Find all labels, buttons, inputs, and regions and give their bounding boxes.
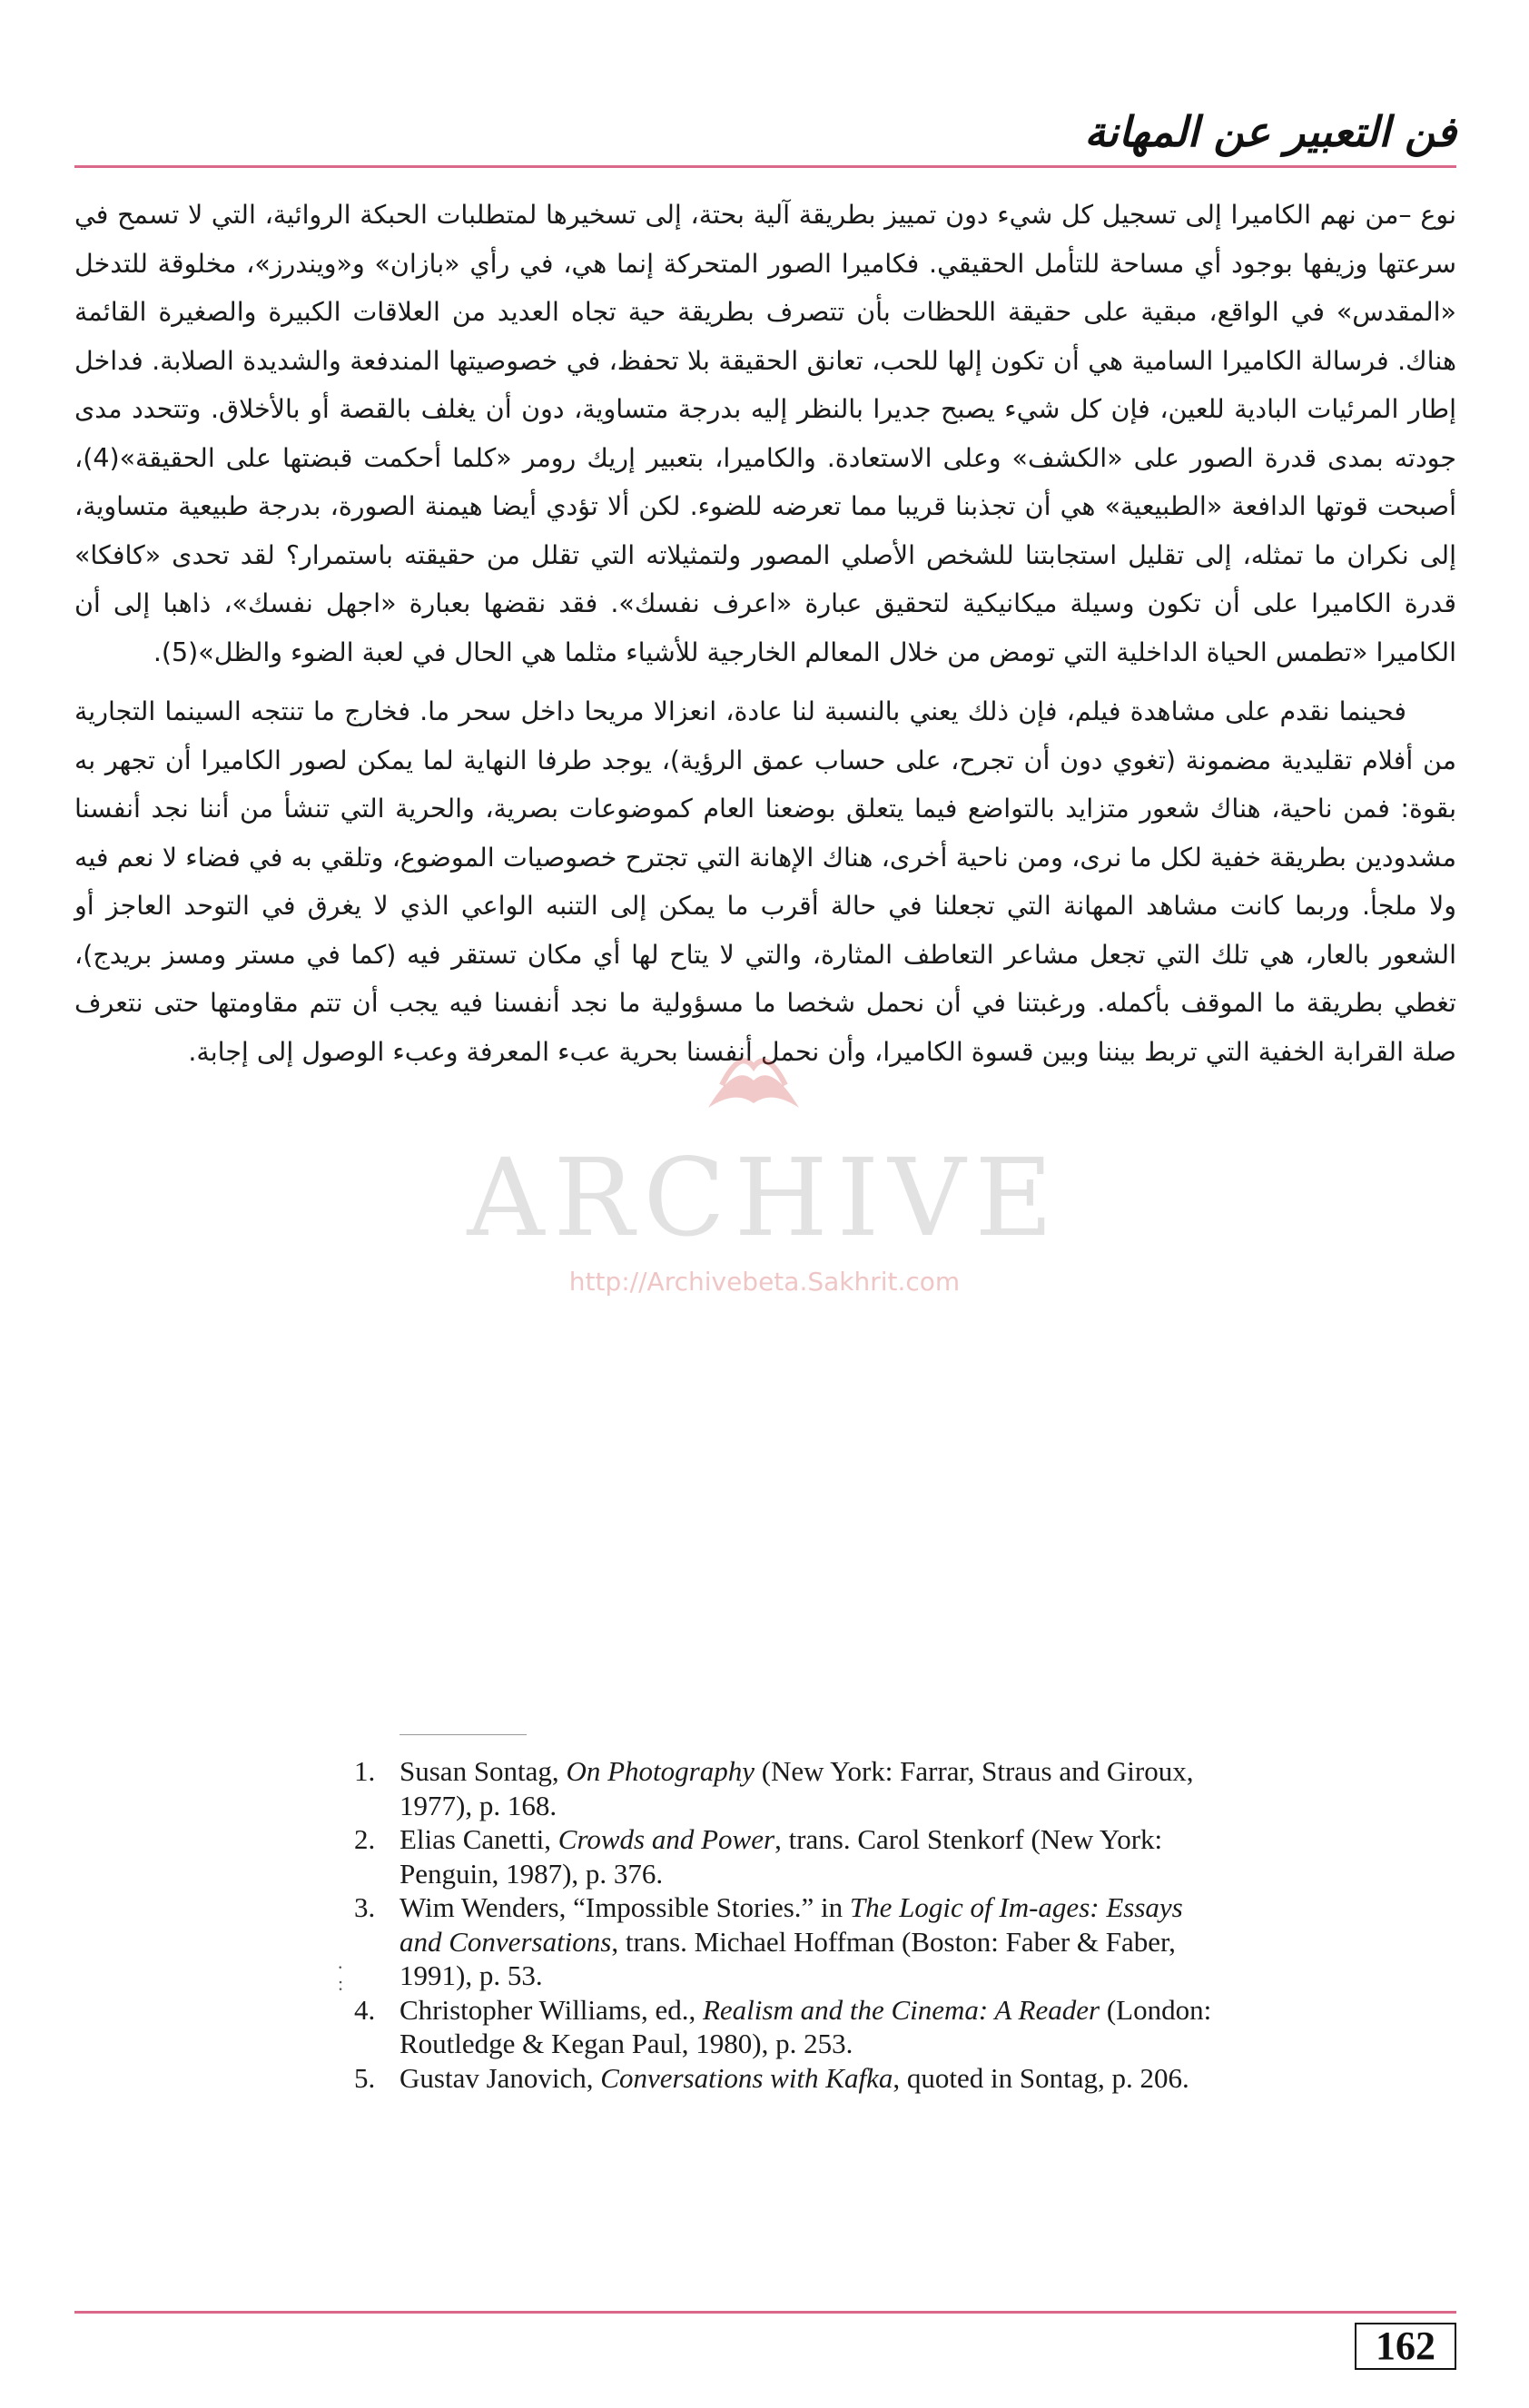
endnote-publication: , quoted in Sontag, p. 206. xyxy=(893,2061,1189,2094)
endnote-title: Conversations with Kafka xyxy=(600,2061,893,2094)
endnote-publication: (New York: Farrar, Straus and Giroux, 1977), p. 168. xyxy=(400,1755,1194,1821)
endnotes-list xyxy=(354,1754,1226,2095)
margin-mark: : xyxy=(338,1972,344,1995)
page-number: 162 xyxy=(1355,2323,1456,2370)
endnote-item xyxy=(354,1822,1226,1890)
endnote-title: Crowds and Power xyxy=(557,1823,775,1855)
endnote-item xyxy=(354,1993,1226,2061)
endnote-number: 2. xyxy=(354,1823,376,1855)
footnote-separator xyxy=(400,1734,527,1735)
archive-watermark xyxy=(0,1044,1529,1344)
endnote-publication: (London: Routledge & Kegan Paul, 1980), p. 253. xyxy=(400,1993,1212,2059)
main-body-text xyxy=(74,191,1456,1076)
running-header-title: فن التعبير عن المهانة xyxy=(1084,107,1456,156)
endnote-publication: , trans. Michael Hoffman (Boston: Faber & Faber, 1991), p. 53. xyxy=(400,1925,1176,1991)
endnote-publication: , trans. Carol Stenkorf (New York: Penguin, 1987), p. 376. xyxy=(400,1823,1163,1890)
endnote-number: 3. xyxy=(354,1891,376,1923)
endnote-title: Realism and the Cinema: A Reader xyxy=(702,1993,1100,2026)
endnote-author: Wim Wenders, “Impossible Stories.” in xyxy=(400,1891,850,1923)
endnote-author: Gustav Janovich, xyxy=(400,2061,601,2094)
endnote-author: Susan Sontag, xyxy=(400,1755,567,1787)
watermark-url: http://Archivebeta.Sakhrit.com xyxy=(568,1267,961,1297)
endnote-title: On Photography xyxy=(566,1755,755,1787)
endnote-number: 5. xyxy=(354,2061,376,2094)
endnote-number: 4. xyxy=(354,1993,376,2026)
endnote-item xyxy=(354,1754,1226,1822)
footer-divider xyxy=(74,2311,1456,2314)
endnote-title: The Logic of Im-ages: Essays and Conversations xyxy=(400,1891,1183,1958)
endnote-number: 1. xyxy=(354,1755,376,1787)
endnote-author: Elias Canetti, xyxy=(400,1823,558,1855)
endnote-author: Christopher Williams, ed., xyxy=(400,1993,703,2026)
body-paragraph: نوع –من نهم الكاميرا إلى تسجيل كل شيء دون تمييز بطريقة آلية بحتة، إلى تسخيرها لمتطلبات الحبكة الروائية، التي لا تسمح في سرعتها وزيفها بوجود أي مساحة للتأمل الحقيقي. فكاميرا الصور المتحركة إنما هي، في رأي «بازان» و«ويندرز»، مخلوقة للتدخل «المقدس» في الواقع، مبقية على حقيقة اللحظات بأن تتصرف بطريقة حية تجاه العديد من العلاقات الكبيرة والصغيرة القائمة هناك. فرسالة الكاميرا السامية هي أن تكون إلها للحب، تعانق الحقيقة بلا تحفظ، في خصوصيتها المندفعة والشديدة الصلابة. فداخل إطار المرئيات البادية للعين، فإن كل شيء يصبح جديرا بالنظر إليه بدرجة متساوية، دون أن يغلف بالقصة أو بالأخلاق. وتتحدد مدى جودته بمدى قدرة الصور على «الكشف» وعلى الاستعادة. والكاميرا، بتعبير إريك رومر «كلما أحكمت قبضتها على الحقيقة»(4)، أصبحت قوتها الدافعة «الطبيعية» هي أن تجذبنا قريبا مما تعرضه للضوء. لكن ألا تؤدي أيضا هيمنة الصورة، بدرجة طبيعية متساوية، إلى نكران ما تمثله، إلى تقليل استجابتنا للشخص الأصلي المصور ولتمثيلاته التي تقلل من حقيقته باستمرار؟ لقد تحدى «كافكا» قدرة الكاميرا على أن تكون وسيلة ميكانيكية لتحقيق عبارة «اعرف نفسك». فقد نقضها بعبارة «اجهل نفسك»، ذاهبا إلى أن الكاميرا «تطمس الحياة الداخلية التي تومض من خلال المعالم الخارجية للأشياء مثلما هي الحال في لعبة الضوء والظل»(5). xyxy=(74,200,1456,667)
header-divider xyxy=(74,165,1456,168)
body-paragraph: فحينما نقدم على مشاهدة فيلم، فإن ذلك يعني بالنسبة لنا عادة، انعزالا مريحا داخل سحر ما. فخارج ما تنتجه السينما التجارية من أفلام تقليدية مضمونة (تغوي دون أن تجرح، على حساب عمق الرؤية)، يوجد طرفا النهاية لما يمكن لصور الكاميرا أن تجهر به بقوة: فمن ناحية، هناك شعور متزايد بالتواضع فيما يتعلق بوضعنا العام كموضوعات بصرية، والحرية التي تنشأ من أننا نجد أنفسنا مشدودين بطريقة خفية لكل ما نرى، ومن ناحية أخرى، هناك الإهانة التي تجترح خصوصيات الموضوع، وتلقي به في فضاء لا نعم فيه ولا ملجأ. وربما كانت مشاهد المهانة التي تجعلنا في حالة أقرب ما يمكن إلى التنبه الواعي الذي لا يغرق في التوحد العاجز أو الشعور بالعار، هي تلك التي تجعل مشاعر التعاطف المثارة، والتي لا يتاح لها أي مكان تستقر فيه (كما في مستر ومسز بريدج)، تغطي بطريقة ما الموقف بأكمله. ورغبتنا في أن نحمل شخصا ما مسؤولية ما نجد أنفسنا فيه يجب أن تتم مقاومتها حتى نتعرف صلة القرابة الخفية التي تربط بيننا وبين قسوة الكاميرا، وأن نحمل أنفسنا بحرية عبء المعرفة وعبء الوصول إلى إجابة. xyxy=(74,696,1456,1067)
endnote-item xyxy=(354,1890,1226,1993)
watermark-word: ARCHIVE xyxy=(467,1135,1062,1260)
margin-mark: . xyxy=(338,1950,343,1973)
endnote-item xyxy=(354,2061,1226,2096)
